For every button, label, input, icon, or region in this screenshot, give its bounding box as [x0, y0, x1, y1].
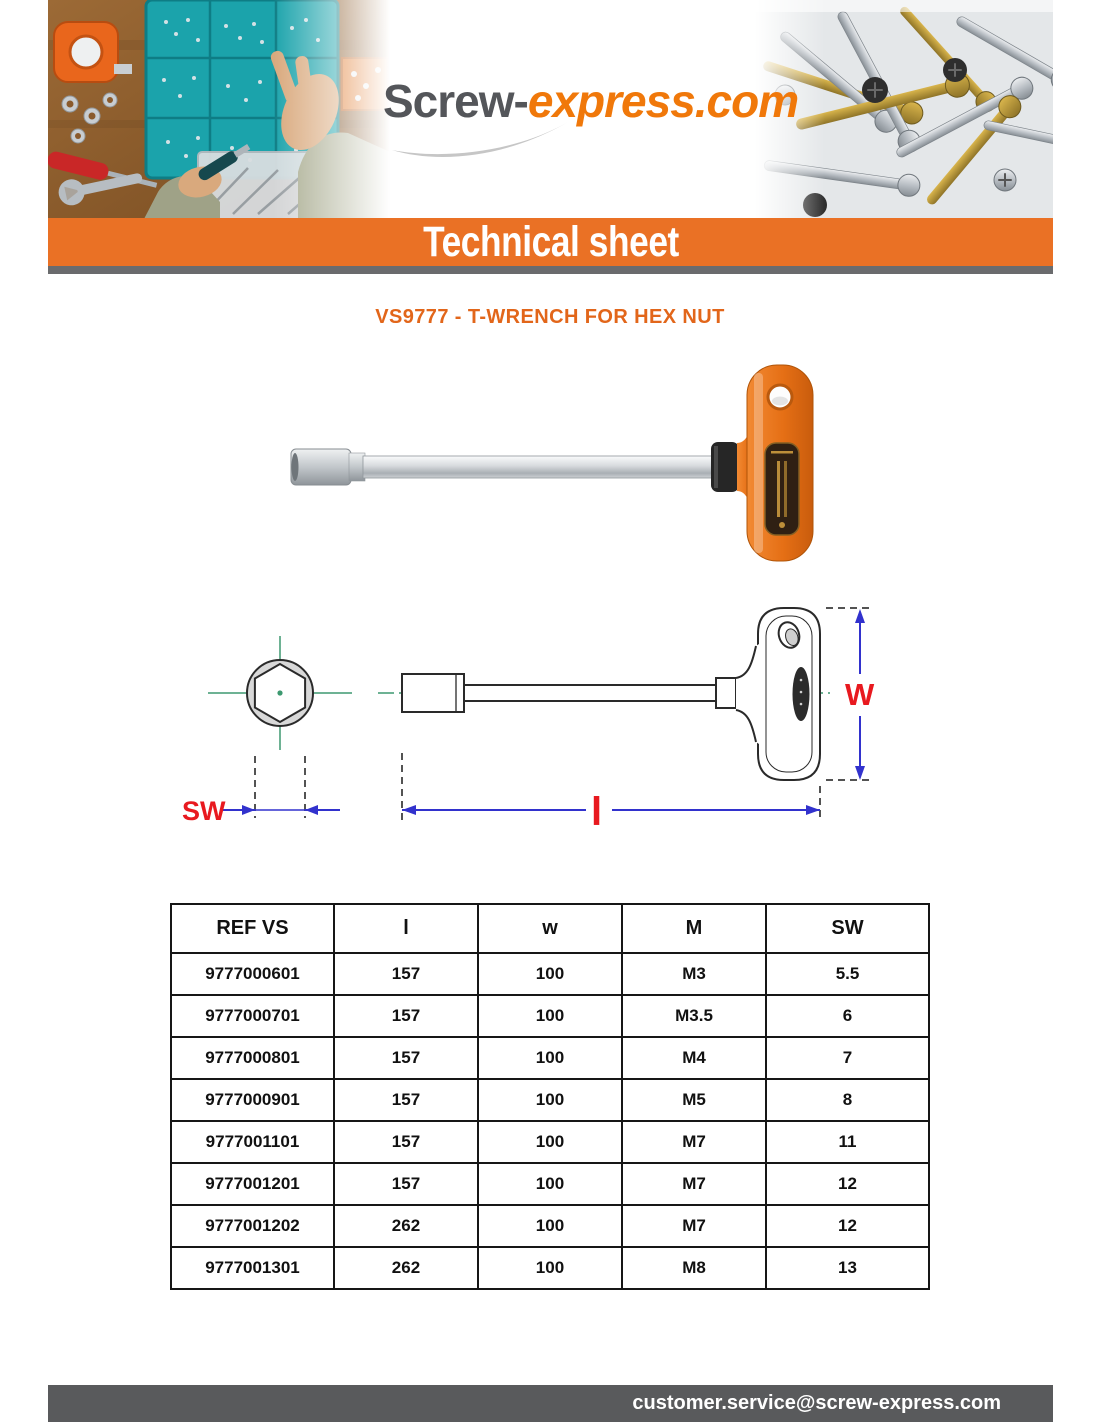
logo-swoosh	[388, 116, 573, 160]
table-cell: 9777000601	[171, 953, 334, 995]
table-cell: 100	[478, 1163, 622, 1205]
product-photo-t-wrench	[285, 355, 825, 570]
table-cell: 157	[334, 1079, 478, 1121]
table-cell: 9777000801	[171, 1037, 334, 1079]
side-view	[378, 608, 830, 780]
table-cell: 157	[334, 1037, 478, 1079]
banner-underline	[48, 266, 1053, 274]
header-photo-workbench	[48, 0, 390, 219]
table-cell: 262	[334, 1205, 478, 1247]
column-header: l	[334, 904, 478, 953]
header-photo-screws	[755, 0, 1053, 219]
table-cell: M5	[622, 1079, 766, 1121]
table-row	[171, 1205, 929, 1247]
table-row	[171, 1079, 929, 1121]
table-cell: M7	[622, 1121, 766, 1163]
table-cell: 9777001301	[171, 1247, 334, 1289]
screws-photo-illustration	[755, 0, 1053, 219]
technical-drawing	[180, 588, 920, 850]
logo-text-screw: Screw-	[383, 75, 528, 127]
workbench-photo-illustration	[48, 0, 390, 219]
table-row	[171, 995, 929, 1037]
table-cell: 9777001201	[171, 1163, 334, 1205]
w-dimension	[826, 608, 875, 780]
table-cell: 9777001202	[171, 1205, 334, 1247]
table-cell: 9777000901	[171, 1079, 334, 1121]
table-cell: 6	[766, 995, 929, 1037]
table-cell: 157	[334, 1121, 478, 1163]
table-cell: M8	[622, 1247, 766, 1289]
table-row	[171, 1163, 929, 1205]
table-cell: 100	[478, 1121, 622, 1163]
table-cell: 262	[334, 1247, 478, 1289]
table-cell: 12	[766, 1205, 929, 1247]
table-row	[171, 953, 929, 995]
spec-table	[170, 903, 930, 1290]
table-cell: 157	[334, 995, 478, 1037]
table-cell: 100	[478, 995, 622, 1037]
dim-label-w: W	[845, 677, 875, 712]
dim-label-l: l	[591, 790, 603, 834]
table-body	[171, 953, 929, 1289]
table-cell: M7	[622, 1163, 766, 1205]
table-cell: 157	[334, 1163, 478, 1205]
table-cell: M7	[622, 1205, 766, 1247]
table-cell: 7	[766, 1037, 929, 1079]
table-cell: 12	[766, 1163, 929, 1205]
table-cell: M3	[622, 953, 766, 995]
shaft-collar	[711, 442, 739, 492]
dim-label-sw: SW	[182, 796, 226, 826]
table-cell: 13	[766, 1247, 929, 1289]
sw-dimension	[182, 756, 340, 826]
contact-email: customer.service@screw-express.com	[632, 1392, 1001, 1414]
table-cell: M3.5	[622, 995, 766, 1037]
table-cell: 11	[766, 1121, 929, 1163]
orange-handle	[737, 365, 813, 561]
table-cell: 100	[478, 953, 622, 995]
banner-title: Technical sheet	[422, 217, 679, 266]
table-cell: 157	[334, 953, 478, 995]
table-cell: 100	[478, 1037, 622, 1079]
handle-label-mark	[793, 667, 810, 721]
table-cell: M4	[622, 1037, 766, 1079]
brand-label	[765, 443, 799, 535]
socket-tip	[291, 449, 365, 485]
hex-section-view	[208, 636, 352, 750]
table-row	[171, 1121, 929, 1163]
table-cell: 8	[766, 1079, 929, 1121]
wrench-shaft	[363, 456, 715, 478]
table-cell: 9777000701	[171, 995, 334, 1037]
technical-sheet-banner	[48, 218, 1053, 266]
column-header: SW	[766, 904, 929, 953]
table-row	[171, 1247, 929, 1289]
column-header: REF VS	[171, 904, 334, 953]
table-cell: 100	[478, 1205, 622, 1247]
l-dimension	[402, 753, 820, 834]
table-cell: 100	[478, 1247, 622, 1289]
table-header-row	[171, 904, 929, 953]
table-cell: 9777001101	[171, 1121, 334, 1163]
table-row	[171, 1037, 929, 1079]
table-cell: 5.5	[766, 953, 929, 995]
column-header: w	[478, 904, 622, 953]
logo-text-express: express.com	[527, 75, 799, 127]
column-header: M	[622, 904, 766, 953]
table-cell: 100	[478, 1079, 622, 1121]
footer-bar	[48, 1385, 1053, 1422]
product-title: VS9777 - T-WRENCH FOR HEX NUT	[375, 306, 725, 328]
